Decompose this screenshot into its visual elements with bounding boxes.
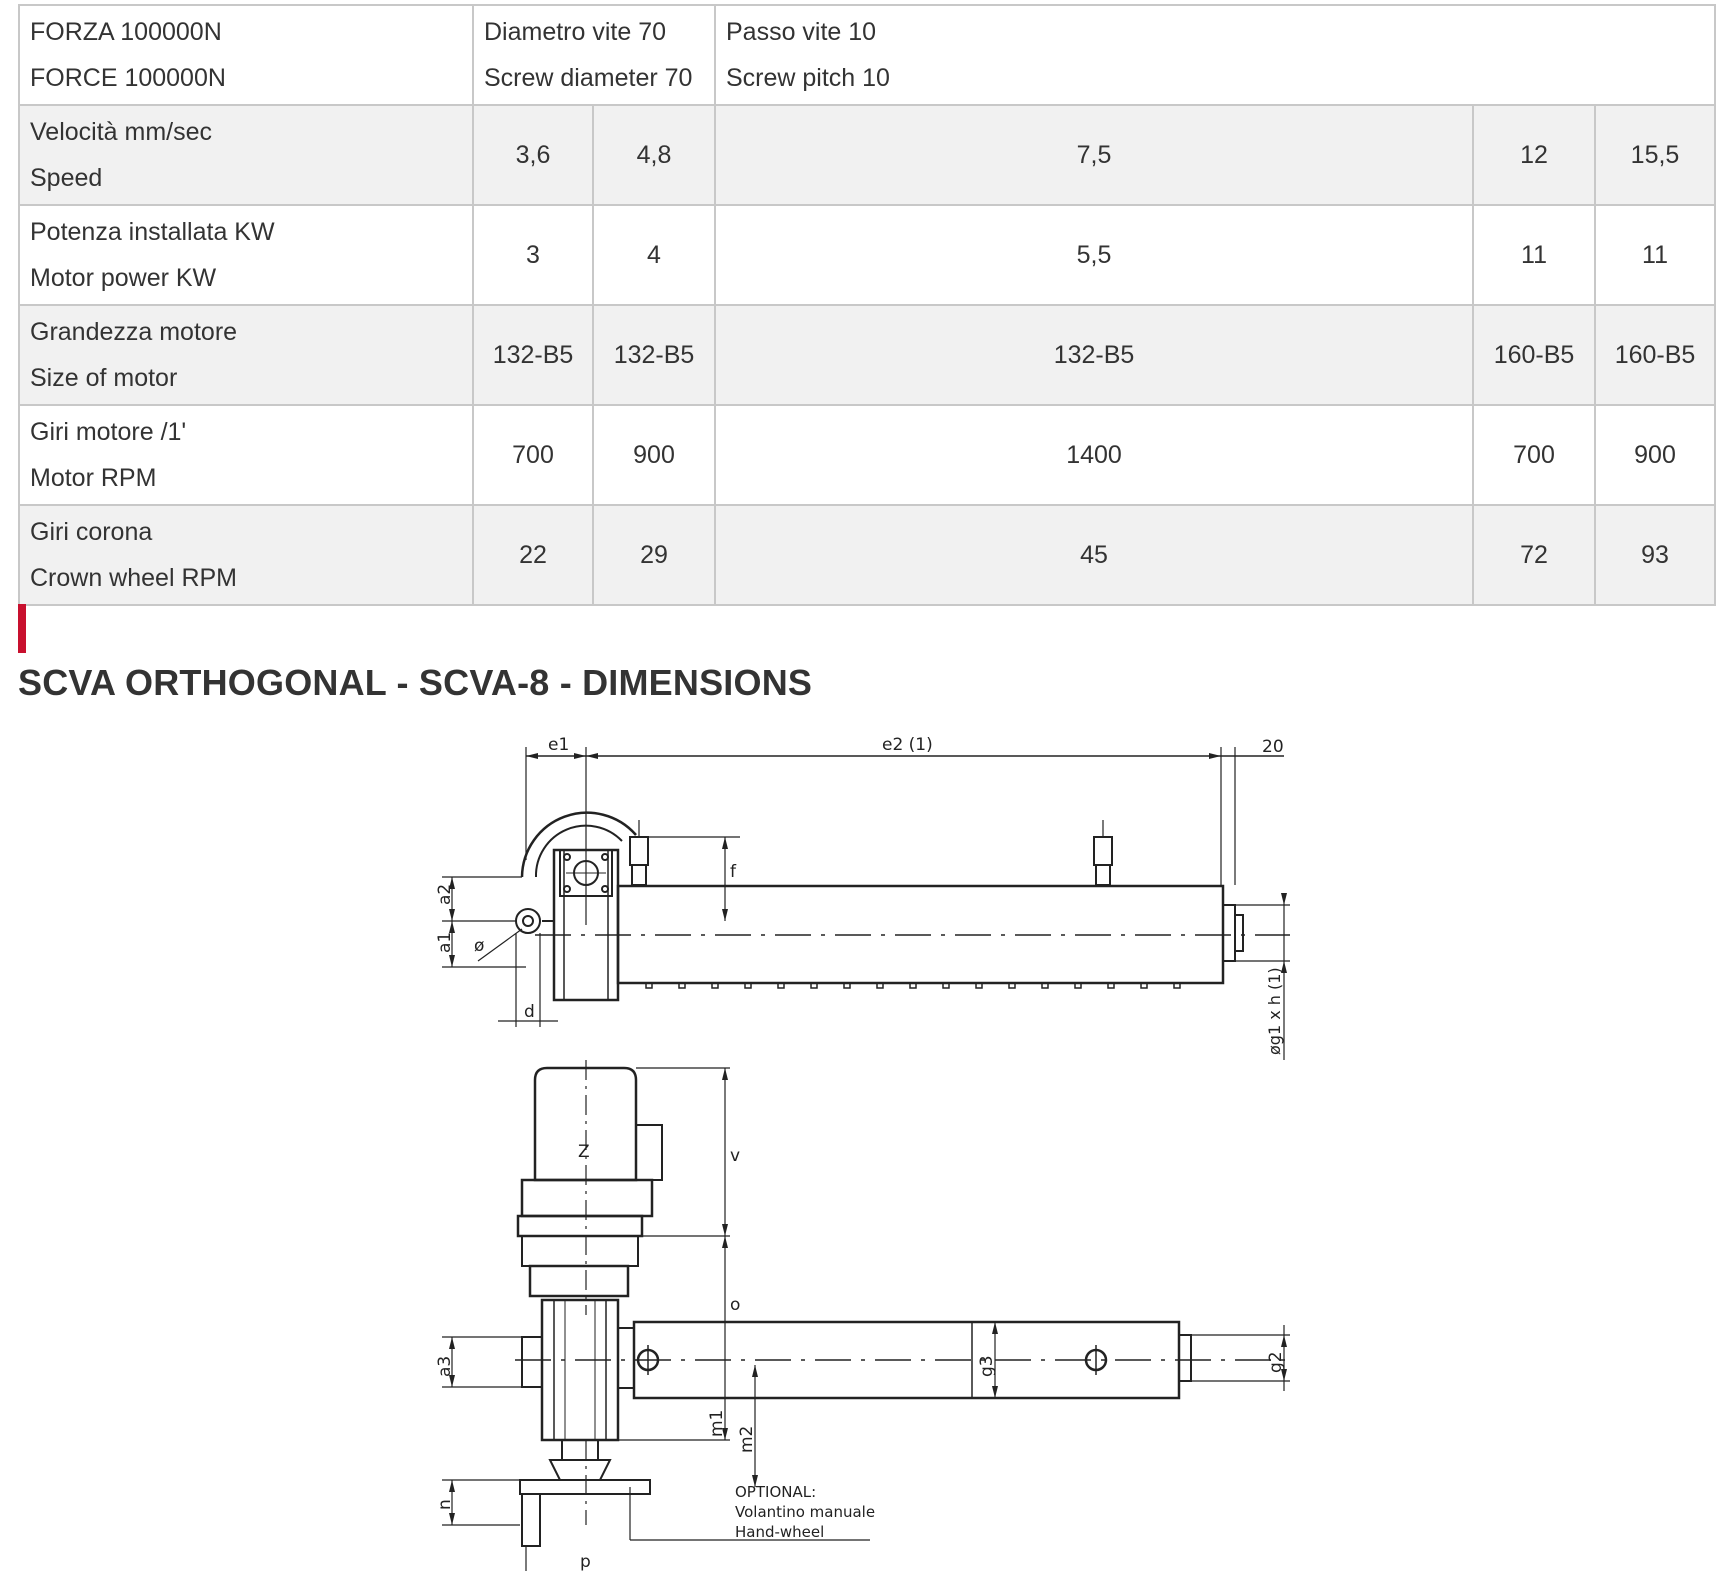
label-a2: a2: [435, 883, 455, 905]
table-header-row: [19, 5, 1715, 105]
optional-en: Hand-wheel: [735, 1523, 825, 1541]
table-cell: 7,5: [715, 105, 1473, 205]
table-cell: 12: [1473, 105, 1595, 205]
label-g3: g3: [977, 1355, 997, 1377]
label-g1h: øg1 x h (1): [1265, 967, 1284, 1055]
table-cell: 160-B5: [1473, 305, 1595, 405]
table-cell: 11: [1473, 205, 1595, 305]
label-phi: ø: [474, 936, 485, 956]
table-cell: 5,5: [715, 205, 1473, 305]
screw-pitch-cell: [715, 5, 1715, 105]
label-m2: m2: [737, 1425, 757, 1453]
table-cell: 3: [473, 205, 593, 305]
screw-pitch-en: Screw pitch 10: [726, 64, 890, 92]
label-f: f: [730, 862, 736, 882]
row-label: [19, 405, 473, 505]
label-a3: a3: [435, 1355, 455, 1377]
table-cell: 4: [593, 205, 715, 305]
table-cell: 132-B5: [473, 305, 593, 405]
section-title: SCVA ORTHOGONAL - SCVA-8 - DIMENSIONS: [18, 662, 813, 703]
table-cell: 93: [1595, 505, 1715, 605]
label-e2: e2 (1): [882, 735, 933, 755]
table-row: [19, 305, 1715, 405]
table-cell: 1400: [715, 405, 1473, 505]
row-label-it: Potenza installata KW: [30, 218, 275, 246]
section-accent-bar: [18, 604, 26, 653]
row-label: [19, 105, 473, 205]
row-label-it: Giri corona: [30, 518, 153, 546]
table-cell: 900: [593, 405, 715, 505]
row-label-en: Speed: [30, 164, 103, 192]
row-label-en: Crown wheel RPM: [30, 564, 238, 592]
row-label: [19, 205, 473, 305]
optional-title: OPTIONAL:: [735, 1483, 817, 1501]
row-label-it: Velocità mm/sec: [30, 118, 213, 146]
table-cell: 700: [473, 405, 593, 505]
table-cell: 900: [1595, 405, 1715, 505]
table-row: [19, 505, 1715, 605]
dimension-drawing: [430, 725, 1310, 1571]
table-cell: 3,6: [473, 105, 593, 205]
row-label-it: Grandezza motore: [30, 318, 238, 346]
label-20: 20: [1262, 737, 1284, 757]
row-label-en: Motor power KW: [30, 264, 217, 292]
table-cell: 160-B5: [1595, 305, 1715, 405]
table-row: [19, 205, 1715, 305]
table-cell: 15,5: [1595, 105, 1715, 205]
label-d: d: [524, 1002, 535, 1022]
screw-diameter-cell: [473, 5, 715, 105]
table-cell: 29: [593, 505, 715, 605]
label-g2: g2: [1266, 1351, 1286, 1373]
row-label: [19, 505, 473, 605]
table-cell: 45: [715, 505, 1473, 605]
force-it: FORZA 100000N: [30, 18, 222, 46]
label-m1: m1: [707, 1409, 727, 1437]
row-label-en: Motor RPM: [30, 464, 157, 492]
label-n: n: [435, 1499, 455, 1510]
table-cell: 72: [1473, 505, 1595, 605]
top-view: [442, 747, 1290, 1060]
label-a1: a1: [435, 931, 455, 953]
table-cell: 132-B5: [715, 305, 1473, 405]
screw-diameter-en: Screw diameter 70: [484, 64, 693, 92]
label-v: v: [730, 1146, 741, 1166]
label-p: p: [580, 1552, 591, 1571]
front-view: [442, 1060, 1290, 1571]
spec-table: [18, 4, 1716, 606]
row-label-en: Size of motor: [30, 364, 178, 392]
table-cell: 4,8: [593, 105, 715, 205]
table-row: [19, 105, 1715, 205]
optional-it: Volantino manuale: [735, 1503, 876, 1521]
table-cell: 22: [473, 505, 593, 605]
table-row: [19, 405, 1715, 505]
label-e1: e1: [548, 735, 570, 755]
force-en: FORCE 100000N: [30, 64, 226, 92]
row-label: [19, 305, 473, 405]
table-cell: 700: [1473, 405, 1595, 505]
table-cell: 132-B5: [593, 305, 715, 405]
screw-diameter-it: Diametro vite 70: [484, 18, 667, 46]
row-label-it: Giri motore /1': [30, 418, 187, 446]
label-o: o: [730, 1295, 741, 1315]
screw-pitch-it: Passo vite 10: [726, 18, 877, 46]
label-z: Z: [578, 1142, 590, 1162]
force-cell: [19, 5, 473, 105]
table-cell: 11: [1595, 205, 1715, 305]
